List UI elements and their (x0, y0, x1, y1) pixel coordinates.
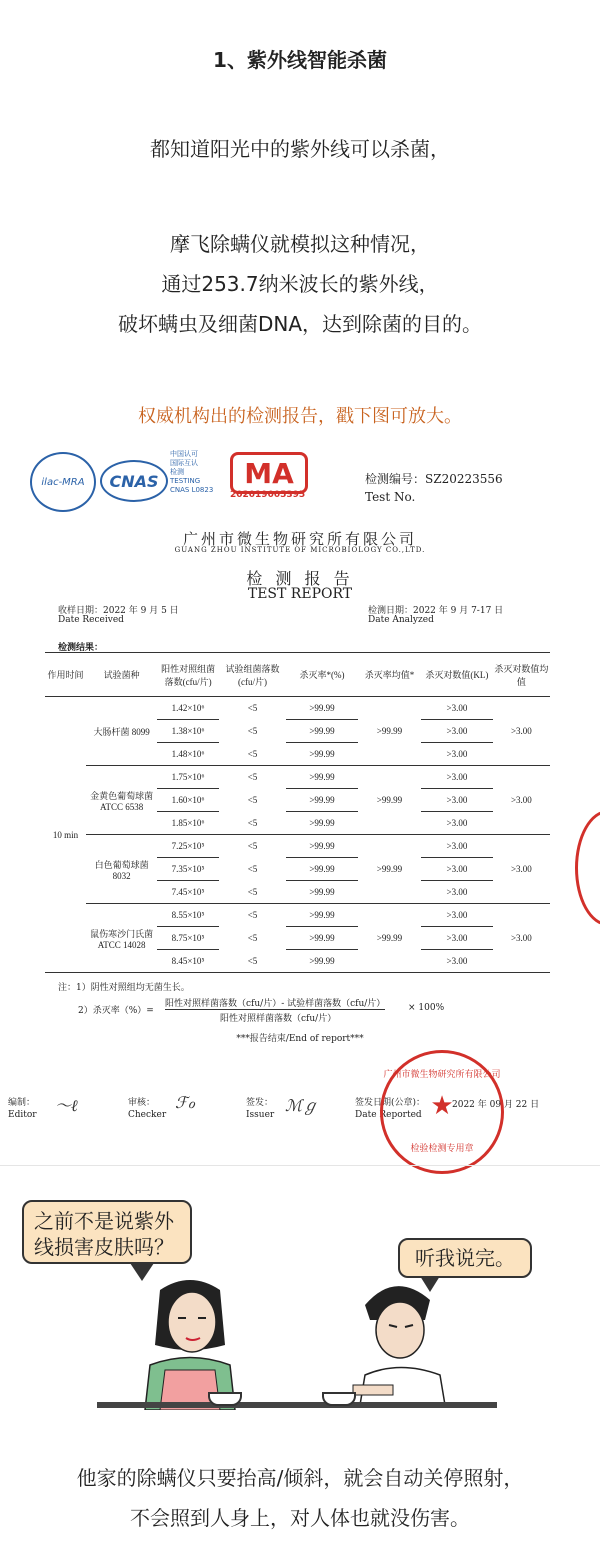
table-cell: >3.00 (446, 818, 468, 828)
col-header: 杀灭率*(%) (299, 670, 345, 680)
ilac-logo: ilac-MRA (30, 452, 96, 512)
report-title: 检 测 报 告 (246, 569, 354, 588)
table-cell: >3.00 (446, 956, 468, 966)
official-seal: 广州市微生物研究所有限公司 ★ 检验检测专用章 (380, 1050, 504, 1174)
footer-line-1: 他家的除螨仪只要抬高/倾斜，就会自动关停照射， (76, 1466, 524, 1490)
cup-icon (322, 1392, 356, 1406)
table-cell: <5 (247, 748, 258, 759)
table-cell: 1.48×10⁶ (171, 749, 205, 759)
table-cell: >3.00 (510, 933, 532, 943)
table-cell: 7.25×10⁵ (157, 835, 218, 858)
col-header: 杀灭对数值(KL) (425, 670, 489, 680)
table-cell: 1.75×10⁶ (157, 766, 218, 789)
table-cell: >3.00 (421, 835, 493, 858)
table-cell: >3.00 (421, 789, 493, 812)
table-cell: >99.99 (309, 818, 335, 828)
table-cell: <5 (247, 955, 258, 966)
table-cell: >3.00 (421, 720, 493, 743)
table-cell: >3.00 (510, 795, 532, 805)
table-cell: >99.99 (286, 927, 358, 950)
date-received: 收样日期：2022 年 9 月 5 日 (58, 606, 179, 616)
table-cell: >99.99 (309, 887, 335, 897)
report-title-en: TEST REPORT (247, 586, 353, 602)
desc-line-1: 摩飞除螨仪就模拟这种情况， (170, 232, 430, 256)
date-analyzed: 检测日期：2022 年 9 月 7-17 日 (368, 606, 504, 616)
table-cell: >99.99 (358, 697, 421, 766)
divider (0, 1165, 600, 1166)
note-2-denominator: 阳性对照样菌落数（cfu/片） (220, 1014, 337, 1024)
note-2-numerator: 阳性对照样菌落数（cfu/片）- 试验样菌落数（cfu/片） (165, 996, 385, 1010)
table-cell: >3.00 (446, 887, 468, 897)
desc-line-2: 通过253.7纳米波长的紫外线， (161, 272, 439, 296)
man-character-icon (345, 1275, 455, 1405)
signature-issuer: ℳℊ (285, 1096, 319, 1115)
time-cell: 10 min (52, 829, 79, 840)
side-stamp (575, 810, 600, 926)
table-cell: 1.85×10⁶ (171, 818, 205, 828)
note-2-mult: × 100% (408, 1003, 445, 1013)
strain-cell: 金黄色葡萄球菌 ATCC 6538 (90, 790, 154, 812)
table-cell: >99.99 (376, 933, 403, 943)
table-cell: <5 (247, 864, 258, 874)
col-header: 阳性对照组菌落数(cfu/片) (161, 663, 216, 687)
sign-date: 签发日期(公章)： Date Reported (355, 1098, 426, 1120)
table-cell: >3.00 (421, 766, 493, 789)
cma-logo: MA (230, 452, 308, 494)
test-no-en: Test No. (365, 490, 416, 504)
org-name: 广州市微生物研究所有限公司 (182, 530, 417, 548)
table-cell: <5 (247, 841, 258, 852)
table-cell: 1.60×10⁶ (157, 789, 218, 812)
speech-bubble-right: 听我说完。 (398, 1238, 532, 1278)
table-cell: >99.99 (286, 858, 358, 881)
strain-cell: 鼠伤寒沙门氏菌 ATCC 14028 (90, 928, 154, 950)
section-title: 1、紫外线智能杀菌 (213, 48, 387, 72)
table-cell: <5 (247, 933, 258, 943)
cma-number: 202019005395 (230, 490, 306, 500)
table-cell: <5 (247, 772, 258, 783)
table-cell: 8.75×10⁵ (157, 927, 218, 950)
table-cell: >99.99 (309, 956, 335, 966)
test-report[interactable] (0, 440, 600, 1155)
table-cell: >99.99 (309, 749, 335, 759)
sign-editor: 编制： Editor (8, 1098, 37, 1120)
table-cell: >99.99 (286, 720, 358, 743)
strain-cell: 大肠杆菌 8099 (86, 697, 158, 766)
strain-cell: 白色葡萄球菌 8032 (94, 859, 149, 881)
date-reported: 2022 年 09 月 22 日 (452, 1100, 540, 1110)
table-cell: >3.00 (421, 904, 493, 927)
date-received-en: Date Received (58, 615, 124, 625)
table-cell: 1.42×10⁶ (157, 697, 218, 720)
table-cell: >3.00 (421, 697, 493, 720)
cnas-text: 中国认可 国际互认 检测 TESTING CNAS L0823 (170, 450, 214, 494)
table-cell: 1.38×10⁶ (157, 720, 218, 743)
table-cell: 8.55×10⁵ (157, 904, 218, 927)
table-cell: >99.99 (286, 697, 358, 720)
table-cell: >3.00 (421, 927, 493, 950)
table-cell: >99.99 (286, 904, 358, 927)
table-cell: 7.45×10⁵ (171, 887, 205, 897)
table-cell: >3.00 (446, 749, 468, 759)
table-icon (97, 1402, 497, 1408)
end-of-report: ***报告结束/End of report*** (236, 1034, 364, 1044)
table-cell: <5 (247, 726, 258, 736)
table-cell: >99.99 (376, 795, 403, 805)
table-cell: >99.99 (286, 835, 358, 858)
speech-bubble-left: 之前不是说紫外 线损害皮肤吗？ (22, 1200, 192, 1264)
note-1: 注：1）阴性对照组均无菌生长。 (58, 983, 190, 993)
seal-star-icon: ★ (430, 1091, 454, 1121)
cup-icon (208, 1392, 242, 1406)
table-cell: 7.35×10⁵ (157, 858, 218, 881)
date-analyzed-en: Date Analyzed (368, 615, 434, 625)
signature-editor: 〜ℓ (55, 1096, 78, 1115)
col-header: 作用时间 (47, 670, 84, 680)
table-cell: <5 (247, 910, 258, 921)
table-cell: >3.00 (493, 697, 550, 766)
intro-text: 都知道阳光中的紫外线可以杀菌， (150, 137, 450, 161)
results-table (45, 652, 550, 973)
footer-line-2: 不会照到人身上，对人体也就没伤害。 (130, 1506, 470, 1530)
col-header: 杀灭对数值均值 (494, 663, 549, 687)
table-cell: 8.45×10⁵ (171, 956, 205, 966)
col-header: 杀灭率均值* (364, 670, 415, 680)
table-cell: <5 (247, 886, 258, 897)
table-cell: <5 (247, 703, 258, 714)
table-cell: <5 (247, 795, 258, 805)
table-cell: >3.00 (510, 864, 532, 874)
cnas-logo: CNAS (100, 460, 168, 502)
col-header: 试验组菌落数(cfu/片) (225, 663, 280, 687)
test-no: 检测编号：SZ20223556 (365, 472, 503, 486)
table-cell: >99.99 (376, 864, 403, 874)
org-name-en: GUANG ZHOU INSTITUTE OF MICROBIOLOGY CO.,LTD. (174, 546, 426, 554)
desc-line-3: 破坏螨虫及细菌DNA，达到除菌的目的。 (117, 312, 483, 336)
woman-character-icon (120, 1270, 260, 1410)
col-header: 试验菌种 (103, 670, 140, 680)
sign-checker: 审核： Checker (128, 1098, 167, 1120)
signature-checker: ℱℴ (175, 1093, 195, 1112)
table-cell: >99.99 (286, 789, 358, 812)
table-cell: >99.99 (286, 766, 358, 789)
sign-issuer: 签发： Issuer (246, 1098, 275, 1120)
table-cell: >3.00 (421, 858, 493, 881)
note-2-label: 2）杀灭率（%）= (78, 1006, 154, 1016)
results-label: 检测结果： (58, 643, 104, 653)
table-cell: <5 (247, 817, 258, 828)
comic-illustration (0, 1170, 600, 1430)
zoom-hint: 权威机构出的检测报告，戳下图可放大。 (138, 406, 462, 427)
